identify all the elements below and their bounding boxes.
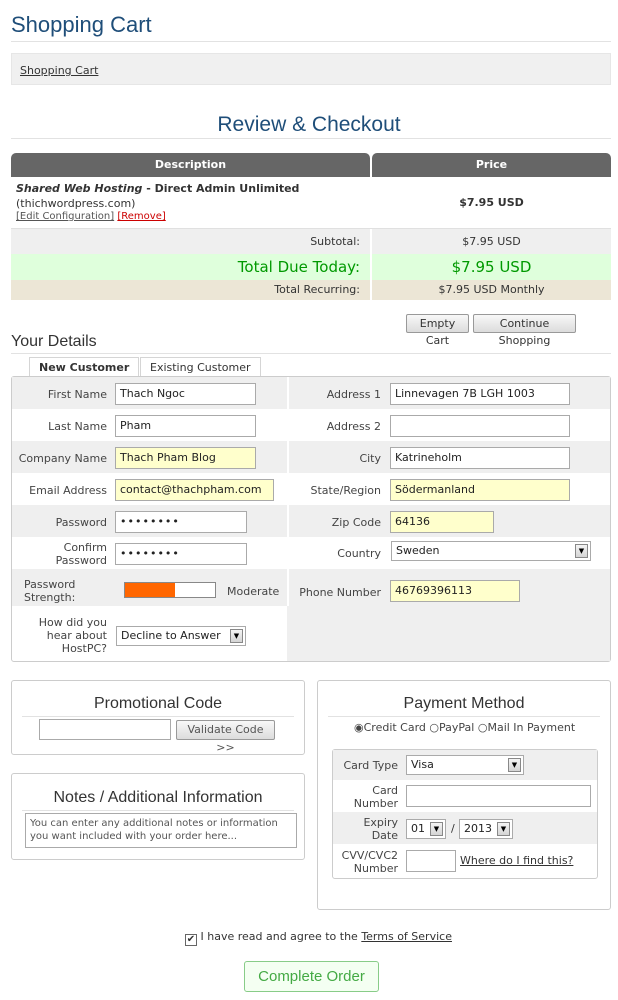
section-title: Review & Checkout	[217, 113, 401, 136]
payment-method-title: Payment Method	[403, 695, 525, 712]
breadcrumb	[11, 53, 611, 85]
password-field[interactable]: ••••••••	[115, 511, 247, 533]
description-header: Description	[11, 153, 370, 177]
complete-order-button[interactable]: Complete Order	[244, 961, 379, 992]
card-type-label: Card Type	[343, 759, 398, 772]
credit-card-radio[interactable]: ◉Credit Card	[354, 721, 426, 734]
product-name: - Direct Admin Unlimited	[142, 182, 300, 195]
card-type-select[interactable]: Visa ▼	[406, 755, 524, 775]
details-form	[11, 376, 611, 662]
country-label: Country	[337, 547, 381, 560]
item-links	[16, 211, 166, 222]
tos-checkbox[interactable]: ✔	[186, 934, 196, 945]
total-due-value: $7.95 USD	[451, 258, 532, 276]
price-header: Price	[372, 153, 611, 177]
address1-label: Address 1	[326, 388, 381, 401]
tos-row	[185, 930, 452, 946]
card-number-field[interactable]	[406, 785, 591, 807]
remove-link[interactable]: [Remove]	[117, 211, 166, 222]
terms-of-service-link[interactable]: Terms of Service	[361, 930, 452, 943]
company-name-label: Company Name	[18, 452, 107, 465]
promotional-code-title: Promotional Code	[93, 695, 223, 712]
divider	[22, 716, 294, 717]
password-strength-label: Password Strength:	[24, 578, 76, 604]
promo-code-input[interactable]	[39, 719, 171, 740]
city-field[interactable]: Katrineholm	[390, 447, 570, 469]
email-field[interactable]: contact@thachpham.com	[115, 479, 274, 501]
total-recurring-value: $7.95 USD Monthly	[438, 283, 545, 296]
last-name-label: Last Name	[48, 420, 107, 433]
last-name-field[interactable]: Pham	[115, 415, 256, 437]
notes-textarea[interactable]: You can enter any additional notes or information you want included with your order here...	[25, 813, 297, 848]
city-label: City	[359, 452, 381, 465]
address1-field[interactable]: Linnevagen 7B LGH 1003	[390, 383, 570, 405]
divider	[22, 810, 294, 811]
chevron-down-icon: ▼	[508, 758, 521, 772]
tab-existing-customer[interactable]: Existing Customer	[140, 357, 261, 377]
divider	[11, 138, 611, 139]
your-details-title: Your Details	[11, 333, 97, 350]
edit-configuration-link[interactable]: [Edit Configuration]	[16, 211, 115, 222]
page-title: Shopping Cart	[11, 12, 152, 37]
chevron-down-icon: ▼	[575, 544, 588, 558]
promotional-code-box	[11, 680, 305, 755]
total-due-label: Total Due Today:	[237, 258, 360, 276]
subtotal-value: $7.95 USD	[462, 235, 521, 248]
empty-cart-button[interactable]: Empty Cart	[406, 314, 469, 333]
item-price: $7.95 USD	[459, 196, 524, 209]
zip-code-field[interactable]: 64136	[390, 511, 494, 533]
subtotal-row	[11, 229, 611, 254]
card-number-label: Card Number	[353, 784, 398, 810]
item-name	[16, 182, 299, 195]
password-strength-meter	[124, 582, 216, 598]
expiry-separator: /	[451, 822, 455, 835]
hear-about-select[interactable]: Decline to Answer ▼	[116, 626, 246, 646]
password-strength-fill	[125, 583, 175, 597]
divider	[328, 716, 600, 717]
notes-title: Notes / Additional Information	[53, 789, 263, 806]
zip-code-label: Zip Code	[331, 516, 381, 529]
password-strength-text: Moderate	[227, 585, 280, 598]
address2-label: Address 2	[326, 420, 381, 433]
chevron-down-icon: ▼	[497, 822, 510, 836]
cvv-field[interactable]	[406, 850, 456, 872]
confirm-password-field[interactable]: ••••••••	[115, 543, 247, 565]
item-domain: (thichwordpress.com)	[16, 197, 136, 210]
tos-text: I have read and agree to the	[200, 930, 362, 943]
phone-number-label: Phone Number	[299, 586, 381, 599]
payment-method-box	[317, 680, 611, 910]
state-region-label: State/Region	[310, 484, 381, 497]
subtotal-label: Subtotal:	[310, 235, 360, 248]
breadcrumb-link-shopping-cart[interactable]: Shopping Cart	[20, 64, 99, 77]
state-region-field[interactable]: Södermanland	[390, 479, 570, 501]
hear-about-label: How did you hear about HostPC?	[38, 616, 107, 655]
total-due-row	[11, 254, 611, 280]
payment-options	[354, 721, 575, 734]
first-name-field[interactable]: Thach Ngoc	[115, 383, 256, 405]
divider	[11, 353, 611, 354]
first-name-label: First Name	[47, 388, 107, 401]
company-name-field[interactable]: Thach Pham Blog	[115, 447, 256, 469]
expiry-month-select[interactable]: 01 ▼	[406, 819, 446, 839]
chevron-down-icon: ▼	[230, 629, 243, 643]
tab-new-customer[interactable]: New Customer	[29, 357, 139, 377]
notes-box	[11, 773, 305, 860]
address2-field[interactable]	[390, 415, 570, 437]
expiry-year-select[interactable]: 2013 ▼	[459, 819, 513, 839]
confirm-password-label: Confirm Password	[55, 541, 107, 567]
country-select[interactable]: Sweden ▼	[391, 541, 591, 561]
credit-card-panel	[332, 749, 598, 879]
cart-item-row	[11, 177, 611, 229]
divider	[11, 41, 611, 42]
expiry-date-label: Expiry Date	[363, 816, 398, 842]
cvv-help-link[interactable]: Where do I find this?	[460, 854, 574, 867]
phone-number-field[interactable]: 46769396113	[390, 580, 520, 602]
continue-shopping-button[interactable]: Continue Shopping	[473, 314, 576, 333]
total-recurring-row	[11, 280, 611, 300]
total-recurring-label: Total Recurring:	[274, 283, 360, 296]
email-address-label: Email Address	[29, 484, 107, 497]
chevron-down-icon: ▼	[430, 822, 443, 836]
paypal-radio[interactable]: ○PayPal	[429, 721, 475, 734]
cvv-label: CVV/CVC2 Number	[341, 849, 398, 875]
product-group: Shared Web Hosting	[16, 182, 143, 195]
mail-in-payment-radio[interactable]: ○Mail In Payment	[477, 721, 576, 734]
validate-code-button[interactable]: Validate Code >>	[176, 720, 275, 740]
password-label: Password	[55, 516, 107, 529]
